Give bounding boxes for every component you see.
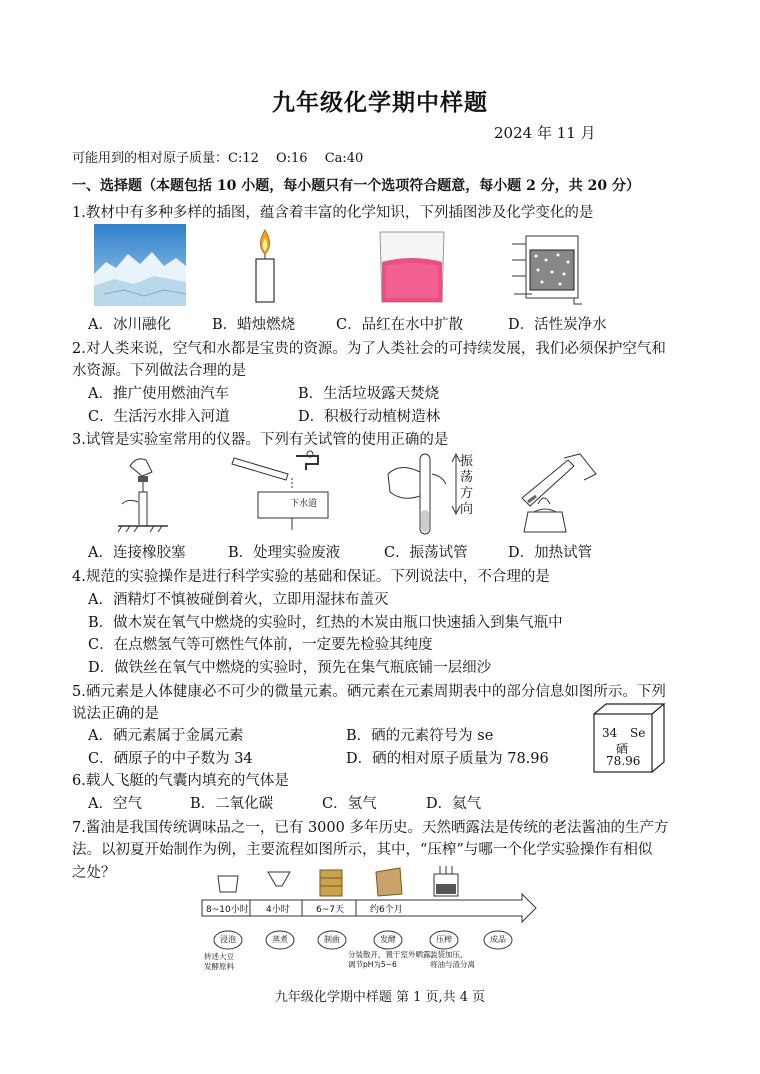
q3-option-d: D．加热试管 xyxy=(508,545,593,561)
q1-stem: 1.教材中有多种多样的插图，蕴含着丰富的化学知识，下列插图涉及化学变化的是 xyxy=(72,205,594,221)
q1-option-c: C．品红在水中扩散 xyxy=(336,317,464,333)
q4-option-c: C．在点燃氢气等可燃性气体前，一定要先检验其纯度 xyxy=(88,637,433,653)
q4-stem: 4.规范的实验操作是进行科学实验的基础和保证。下列说法中，不合理的是 xyxy=(72,569,550,585)
q2-option-a: A．推广使用燃油汽车 xyxy=(88,386,229,402)
fig-waste-disposal xyxy=(230,450,330,536)
step-product: 成品 xyxy=(490,935,506,944)
q6-option-d: D．氦气 xyxy=(426,796,482,812)
q7-stem-line3: 之处？ xyxy=(72,865,116,881)
shake-char-3: 方 xyxy=(460,486,474,501)
soy-sauce-flowchart xyxy=(198,864,538,976)
step-koji: 制曲 xyxy=(324,935,340,944)
beaker-image xyxy=(372,228,452,306)
element-symbol: Se xyxy=(630,726,646,740)
page-footer: 九年级化学期中样题 第 1 页,共 4 页 xyxy=(274,990,486,1005)
note-press: 装袋加压， 将油与渣分离 xyxy=(430,950,475,969)
q6-option-a: A．空气 xyxy=(88,796,142,812)
duration-2: 4小时 xyxy=(266,905,290,915)
q3-option-b: B．处理实验废液 xyxy=(228,545,341,561)
q4-option-a: A．酒精灯不慎被碰倒着火，立即用湿抹布盖灭 xyxy=(88,592,389,608)
q4-option-d: D．做铁丝在氧气中燃烧的实验时，预先在集气瓶底铺一层细沙 xyxy=(88,660,492,676)
q5-option-d: D．硒的相对原子质量为 78.96 xyxy=(346,751,549,767)
q7-stem-line1: 7.酱油是我国传统调味品之一，已有 3000 多年历史。天然晒露法是传统的老法酱油的生产方 xyxy=(72,820,669,836)
shake-char-1: 振 xyxy=(460,454,474,469)
q5-option-c: C．硒原子的中子数为 34 xyxy=(88,751,253,767)
glacier-image xyxy=(94,224,186,306)
q1-option-d: D．活性炭净水 xyxy=(508,317,607,333)
q2-stem-line1: 2.对人类来说，空气和水都是宝贵的资源。为了人类社会的可持续发展，我们必须保护空气和 xyxy=(72,341,666,357)
q5-stem-line2: 说法正确的是 xyxy=(72,706,159,722)
note-ferment: 分装散开，置于室外晒露， 调节pH为5~6 xyxy=(348,950,438,969)
element-number: 34 xyxy=(602,726,618,740)
page-title: 九年级化学期中样题 xyxy=(272,89,488,116)
selenium-element-card xyxy=(592,702,668,774)
q5-option-a: A．硒元素属于金属元素 xyxy=(88,728,244,744)
exam-date: 2024 年 11 月 xyxy=(494,124,596,142)
step-press: 压榨 xyxy=(436,935,452,944)
q7-stem-line2: 法。以初夏开始制作为例，主要流程如图所示，其中，“压榨”与哪一个化学实验操作有相似 xyxy=(72,842,653,858)
duration-4: 约6个月 xyxy=(370,905,403,915)
drain-label: 下水道 xyxy=(290,499,318,509)
element-name: 硒 xyxy=(616,742,629,756)
q5-option-b: B．硒的元素符号为 se xyxy=(346,728,494,744)
section-heading: 一、选择题（本题包括 10 小题，每小题只有一个选项符合题意，每小题 2 分，共 20 分） xyxy=(72,178,640,194)
q3-stem: 3.试管是实验室常用的仪器。下列有关试管的使用正确的是 xyxy=(72,432,449,448)
q3-option-a: A．连接橡胶塞 xyxy=(88,545,186,561)
q6-option-b: B．二氧化碳 xyxy=(190,796,274,812)
q2-stem-line2: 水资源。下列做法合理的是 xyxy=(72,363,246,379)
q6-option-c: C．氢气 xyxy=(322,796,377,812)
duration-3: 6~7天 xyxy=(316,905,344,915)
q1-option-b: B．蜡烛燃烧 xyxy=(212,317,296,333)
q4-option-b: B．做木炭在氧气中燃烧的实验时，红热的木炭由瓶口快速插入到集气瓶中 xyxy=(88,615,563,631)
element-mass: 78.96 xyxy=(606,754,641,768)
step-ferment: 发酵 xyxy=(380,935,396,944)
q1-option-a: A．冰川融化 xyxy=(88,317,171,333)
shake-char-2: 荡 xyxy=(460,470,474,485)
candle-image xyxy=(250,228,280,304)
shake-char-4: 向 xyxy=(460,502,474,517)
q2-option-c: C．生活污水排入河道 xyxy=(88,409,230,425)
activated-carbon-filter-image xyxy=(508,230,586,306)
step-soak: 浸泡 xyxy=(220,935,236,944)
fig-shake-tube xyxy=(380,452,480,538)
q6-stem: 6.载人飞艇的气囊内填充的气体是 xyxy=(72,773,289,789)
q5-stem-line1: 5.硒元素是人体健康必不可少的微量元素。硒元素在元素周期表中的部分信息如图所示。下列 xyxy=(72,684,666,700)
fig-heat-tube xyxy=(508,452,600,536)
atomic-mass-note: 可能用到的相对原子质量：C:12 O:16 Ca:40 xyxy=(72,151,364,166)
fig-connect-stopper xyxy=(112,452,174,534)
shake-direction-label xyxy=(460,454,474,518)
note-soak: 转述大豆 发酵原料 xyxy=(204,952,234,971)
q2-option-b: B．生活垃圾露天焚烧 xyxy=(298,386,440,402)
q3-option-c: C．振荡试管 xyxy=(384,545,468,561)
step-steam: 蒸煮 xyxy=(272,935,288,944)
duration-1: 8~10小时 xyxy=(206,905,249,915)
q2-option-d: D．积极行动植树造林 xyxy=(298,409,441,425)
